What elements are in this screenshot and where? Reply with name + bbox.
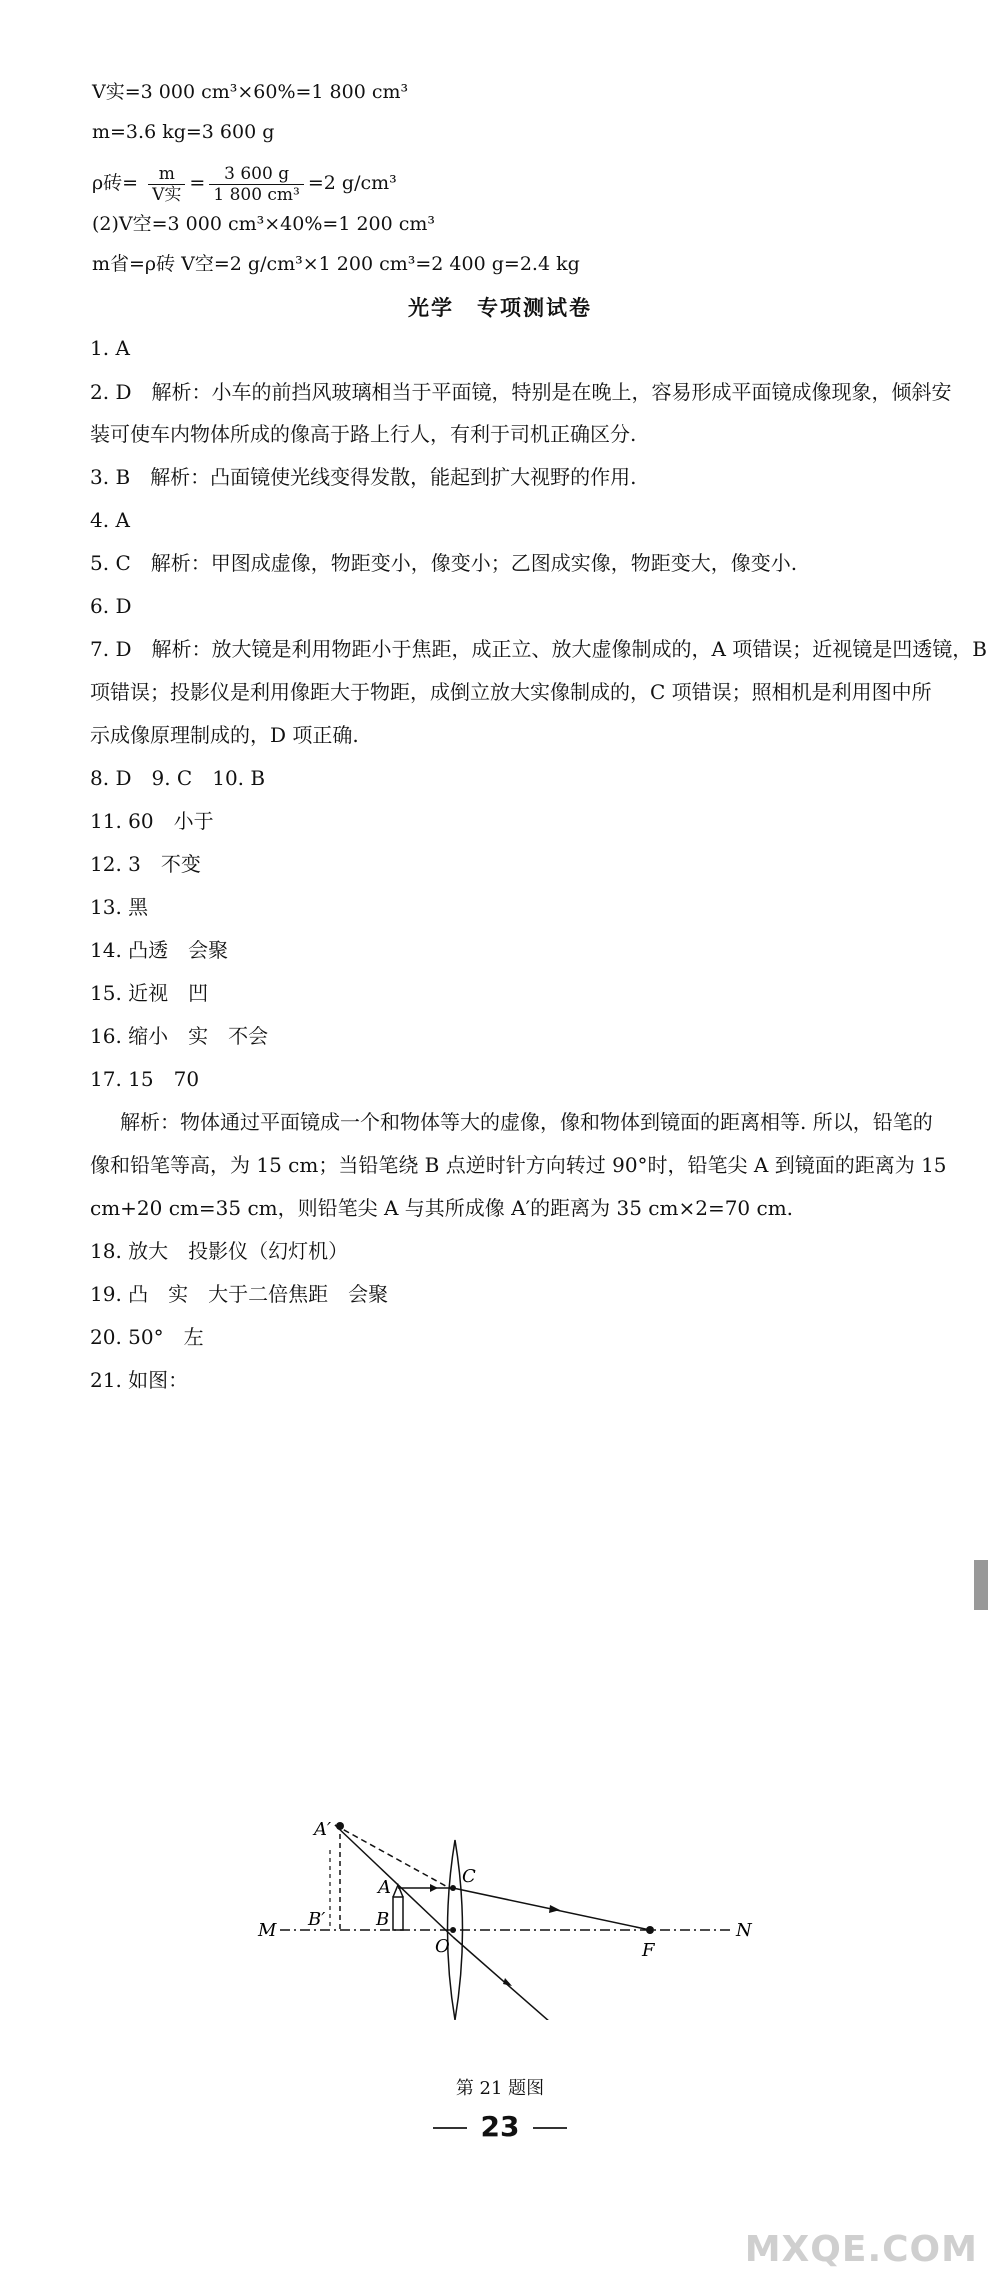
fraction-denominator: 1 800 cm³ — [213, 184, 300, 205]
arrow-icon — [549, 1905, 560, 1913]
answer-line: 解析：物体通过平面镜成一个和物体等大的虚像，像和物体到镜面的距离相等. 所以，铅笔的 — [120, 1110, 933, 1134]
label-c: C — [462, 1866, 476, 1887]
answer-line: 6. D — [90, 594, 132, 618]
answer-line: 17. 15 70 — [90, 1067, 200, 1091]
focus-point — [646, 1926, 654, 1934]
formula-part: =2 g/cm³ — [307, 172, 397, 194]
arrow-icon — [503, 1978, 512, 1986]
watermark-logo: MXQE.COM — [744, 2229, 978, 2270]
answer-line: 20. 50° 左 — [90, 1325, 204, 1349]
point-o — [450, 1927, 456, 1933]
answer-line: 14. 凸透 会聚 — [90, 938, 229, 962]
arrow-icon — [430, 1884, 438, 1892]
label-m: M — [258, 1920, 277, 1941]
divider — [533, 2127, 567, 2129]
fraction-denominator: V实 — [152, 184, 182, 205]
center-ray-out — [453, 1937, 550, 2020]
page-number-text: 23 — [480, 2110, 520, 2143]
page-number — [0, 2110, 1000, 2143]
answer-line: 3. B 解析：凸面镜使光线变得发散，能起到扩大视野的作用. — [90, 465, 637, 489]
answer-line: cm+20 cm=35 cm，则铅笔尖 A 与其所成像 A′的距离为 35 cm×2=70 cm. — [90, 1196, 794, 1220]
section-heading: 光学 专项测试卷 — [408, 296, 592, 320]
answer-line: 像和铅笔等高，为 15 cm；当铅笔绕 B 点逆时针方向转过 90°时，铅笔尖 A 到镜面的距离为 15 — [90, 1153, 947, 1177]
image-point — [336, 1822, 344, 1830]
label-b-prime: B′ — [308, 1909, 326, 1930]
answer-line: 示成像原理制成的，D 项正确. — [90, 723, 359, 747]
label-f: F — [642, 1940, 655, 1961]
label-a: A — [378, 1877, 391, 1898]
answer-line: 16. 缩小 实 不会 — [90, 1024, 269, 1048]
formula-part: ρ砖= — [92, 172, 139, 194]
divider — [433, 2127, 467, 2129]
formula-density: ρ砖= $\frac{m}{\text{V实}}$ = $\frac{3 600 g}{\text{1 800 cm³}}$ =2 g/cm³ — [92, 163, 397, 205]
margin-mark — [974, 1560, 988, 1610]
answer-line: 项错误；投影仪是利用像距大于物距，成倒立放大实像制成的，C 项错误；照相机是利用图中所 — [90, 680, 932, 704]
answer-line: 7. D 解析：放大镜是利用物距小于焦距，成正立、放大虚像制成的，A 项错误；近视镜是凹透镜，B — [90, 637, 987, 661]
formula-line: (2)V空=3 000 cm³×40%=1 200 cm³ — [92, 213, 436, 235]
answer-line: 装可使车内物体所成的像高于路上行人，有利于司机正确区分. — [90, 422, 637, 446]
formula-line: m=3.6 kg=3 600 g — [92, 121, 275, 143]
answer-line: 11. 60 小于 — [90, 809, 214, 833]
formula-line: V实=3 000 cm³×60%=1 800 cm³ — [92, 81, 409, 103]
answer-line: 15. 近视 凹 — [90, 981, 209, 1005]
fraction-numerator: 3 600 g — [209, 164, 304, 185]
label-a-prime: A′ — [314, 1819, 332, 1840]
answer-line: 12. 3 不变 — [90, 852, 201, 876]
fraction — [148, 164, 185, 205]
answer-line: 21. 如图： — [90, 1368, 189, 1392]
label-n: N — [736, 1920, 752, 1941]
answer-line: 8. D 9. C 10. B — [90, 766, 266, 790]
answer-line: 4. A — [90, 508, 130, 532]
answer-line: 18. 放大 投影仪（幻灯机） — [90, 1239, 349, 1263]
answer-line: 5. C 解析：甲图成虚像，物距变小，像变小；乙图成实像，物距变大，像变小. — [90, 551, 798, 575]
answer-line: 1. A — [90, 336, 130, 360]
lens-ray-diagram — [250, 1800, 770, 2020]
label-b: B — [376, 1909, 390, 1930]
formula-line: m省=ρ砖 V空=2 g/cm³×1 200 cm³=2 400 g=2.4 kg — [92, 253, 580, 275]
answer-line: 13. 黑 — [90, 895, 149, 919]
fraction-numerator: m — [148, 164, 185, 185]
answer-line: 2. D 解析：小车的前挡风玻璃相当于平面镜，特别是在晚上，容易形成平面镜成像现象，倾斜安 — [90, 380, 952, 404]
answer-line: 19. 凸 实 大于二倍焦距 会聚 — [90, 1282, 389, 1306]
object-pencil — [393, 1897, 403, 1930]
pencil-tip — [393, 1885, 403, 1897]
label-o: O — [435, 1936, 450, 1957]
fraction — [209, 164, 304, 205]
point-c — [450, 1885, 456, 1891]
figure-caption: 第 21 题图 — [455, 2078, 545, 2099]
